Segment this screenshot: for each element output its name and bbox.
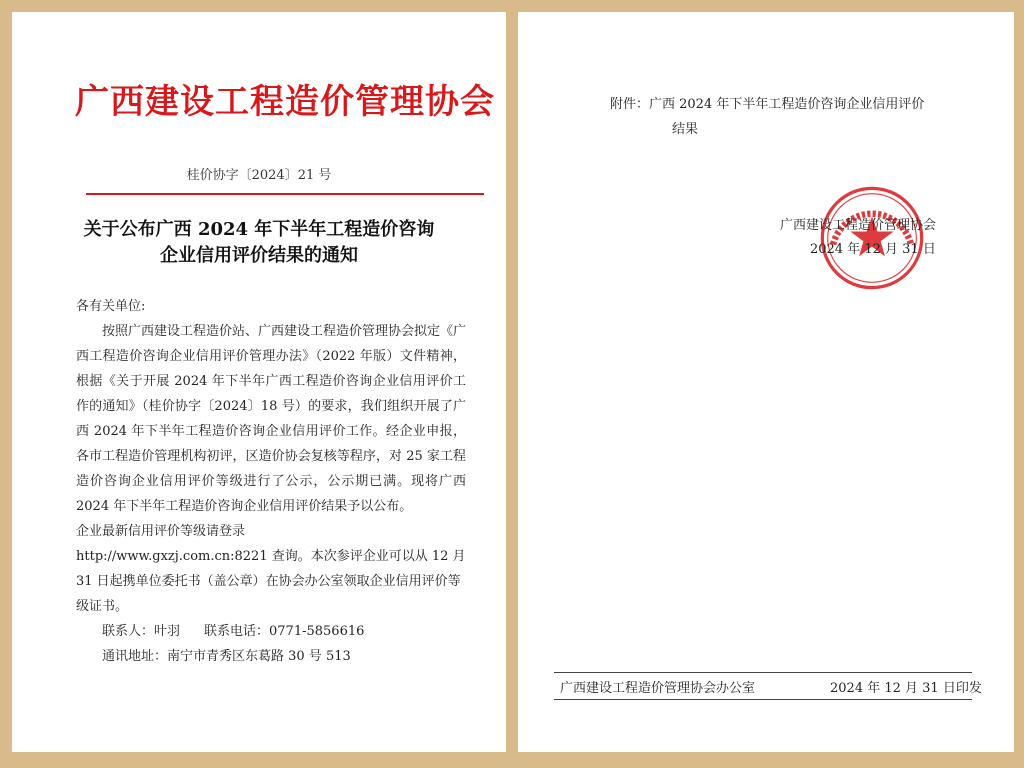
signature-date: 2024 年 12 月 31 日: [810, 242, 936, 257]
notice-title: [12, 217, 506, 269]
footer-rule-top: [554, 672, 972, 673]
footer-office: 广西建设工程造价管理协会办公室: [560, 681, 756, 696]
main-paragraph: 按照广西建设工程造价站、广西建设工程造价管理协会拟定《广西工程造价咨询企业信用评价管理办法》（2022 年版）文件精神，根据《关于开展 2024 年下半年广西工程造价咨询企业信用评价工作的通知》（桂价协字〔2024〕18 号）的要求，我们组织开展了广西 2024 年下半年工程造价咨询企业信用评价工作。经企业申报，各市工程造价管理机构初评，区造价协会复核等程序，对 25 家工程造价咨询企业信用评价等级进行了公示，公示期已满。现将广西 2024 年下半年工程造价咨询企业信用评价结果予以公布。: [76, 324, 467, 514]
notice-body: [76, 294, 466, 669]
contact-phone: 联系电话：0771-5856616: [204, 624, 365, 639]
contact-person: 联系人：叶羽: [102, 624, 181, 639]
attachment-line-1: 附件：广西 2024 年下半年工程造价咨询企业信用评价: [610, 97, 925, 112]
document-number: 桂价协字〔2024〕21 号: [186, 168, 332, 183]
contact-address: 通讯地址：南宁市青秀区东葛路 30 号 513: [102, 649, 351, 664]
notice-title-line-1: 关于公布广西 2024 年下半年工程造价咨询: [83, 219, 435, 240]
url-instruction: http://www.gxzj.com.cn:8221 查询。本次参评企业可以从 12 月 31 日起携单位委托书（盖公章）在协会办公室领取企业信用评价等级证书。: [76, 549, 466, 614]
notice-title-line-2: 企业信用评价结果的通知: [160, 245, 358, 266]
signature-block: [780, 214, 980, 262]
contact-line: [76, 619, 466, 644]
footer-rule-bottom: [554, 699, 972, 700]
red-divider: [86, 193, 484, 195]
document-page-right: [518, 12, 1014, 752]
salutation: 各有关单位:: [76, 299, 146, 314]
footer-issue-date: 2024 年 12 月 31 日印发: [830, 681, 982, 696]
attachment-note: [610, 92, 970, 142]
document-page-left: [12, 12, 506, 752]
login-instruction: 企业最新信用评价等级请登录: [76, 524, 246, 539]
org-title: 广西建设工程造价管理协会: [75, 82, 495, 122]
attachment-line-2: 结果: [672, 122, 699, 137]
signature-org: 广西建设工程造价管理协会: [780, 218, 937, 233]
